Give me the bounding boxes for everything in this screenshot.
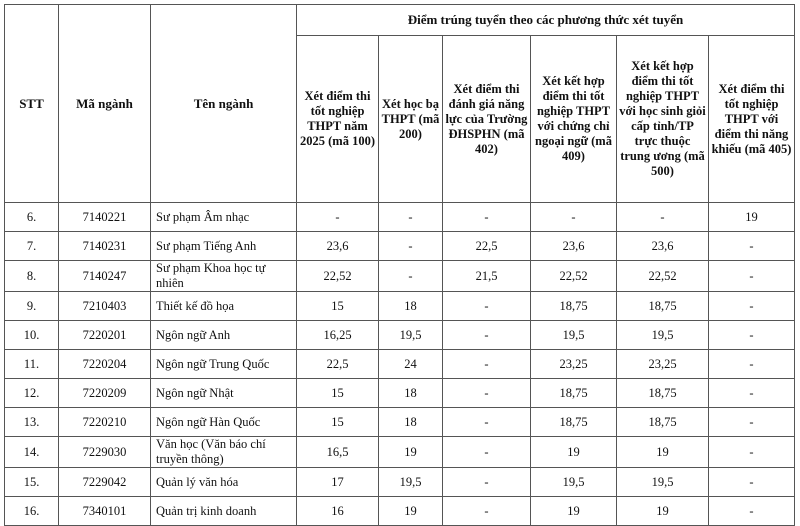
header-method-200: Xét học bạ THPT (mã 200) <box>379 36 443 203</box>
score-405-cell: - <box>709 261 795 292</box>
score-100-cell: 22,52 <box>297 261 379 292</box>
major-code-cell: 7229042 <box>59 468 151 497</box>
score-402-cell: - <box>443 497 531 526</box>
score-100-cell: 22,5 <box>297 350 379 379</box>
score-409-cell: 19 <box>531 437 617 468</box>
score-405-cell: - <box>709 350 795 379</box>
score-500-cell: 19 <box>617 497 709 526</box>
major-name-cell: Sư phạm Âm nhạc <box>151 203 297 232</box>
header-method-409: Xét kết hợp điểm thi tốt nghiệp THPT với chứng chỉ ngoại ngữ (mã 409) <box>531 36 617 203</box>
major-name-cell: Quản trị kinh doanh <box>151 497 297 526</box>
score-200-cell: - <box>379 232 443 261</box>
major-name-cell: Ngôn ngữ Anh <box>151 321 297 350</box>
score-405-cell: - <box>709 437 795 468</box>
header-method-group: Điểm trúng tuyển theo các phương thức xét tuyển <box>297 5 795 36</box>
header-stt: STT <box>5 5 59 203</box>
score-100-cell: 17 <box>297 468 379 497</box>
score-100-cell: 15 <box>297 408 379 437</box>
score-402-cell: 22,5 <box>443 232 531 261</box>
score-100-cell: 16,25 <box>297 321 379 350</box>
stt-cell: 9. <box>5 292 59 321</box>
major-code-cell: 7229030 <box>59 437 151 468</box>
score-500-cell: 19 <box>617 437 709 468</box>
score-402-cell: - <box>443 350 531 379</box>
score-200-cell: 18 <box>379 379 443 408</box>
score-100-cell: 23,6 <box>297 232 379 261</box>
admission-score-table-container <box>4 4 795 526</box>
table-row <box>5 350 795 379</box>
score-402-cell: - <box>443 321 531 350</box>
score-409-cell: 19,5 <box>531 468 617 497</box>
score-409-cell: 23,6 <box>531 232 617 261</box>
table-row <box>5 468 795 497</box>
table-row <box>5 437 795 468</box>
major-name-cell: Sư phạm Tiếng Anh <box>151 232 297 261</box>
header-code: Mã ngành <box>59 5 151 203</box>
score-409-cell: - <box>531 203 617 232</box>
score-405-cell: - <box>709 408 795 437</box>
admission-score-table <box>4 4 795 526</box>
score-405-cell: - <box>709 321 795 350</box>
major-code-cell: 7140247 <box>59 261 151 292</box>
header-method-500: Xét kết hợp điểm thi tốt nghiệp THPT với học sinh giỏi cấp tỉnh/TP trực thuộc trung ương (mã 500) <box>617 36 709 203</box>
score-200-cell: - <box>379 203 443 232</box>
score-500-cell: 23,25 <box>617 350 709 379</box>
table-row <box>5 497 795 526</box>
stt-cell: 8. <box>5 261 59 292</box>
major-name-cell: Thiết kế đồ họa <box>151 292 297 321</box>
score-200-cell: 18 <box>379 292 443 321</box>
stt-cell: 12. <box>5 379 59 408</box>
stt-cell: 7. <box>5 232 59 261</box>
major-code-cell: 7220210 <box>59 408 151 437</box>
score-100-cell: 15 <box>297 292 379 321</box>
score-405-cell: - <box>709 379 795 408</box>
stt-cell: 11. <box>5 350 59 379</box>
major-code-cell: 7210403 <box>59 292 151 321</box>
major-code-cell: 7340101 <box>59 497 151 526</box>
stt-cell: 15. <box>5 468 59 497</box>
major-code-cell: 7140231 <box>59 232 151 261</box>
score-100-cell: - <box>297 203 379 232</box>
major-code-cell: 7220209 <box>59 379 151 408</box>
score-500-cell: - <box>617 203 709 232</box>
stt-cell: 10. <box>5 321 59 350</box>
score-100-cell: 16 <box>297 497 379 526</box>
major-name-cell: Ngôn ngữ Nhật <box>151 379 297 408</box>
score-402-cell: - <box>443 437 531 468</box>
score-402-cell: - <box>443 292 531 321</box>
score-409-cell: 18,75 <box>531 408 617 437</box>
table-row <box>5 408 795 437</box>
score-402-cell: - <box>443 468 531 497</box>
score-405-cell: - <box>709 497 795 526</box>
major-name-cell: Ngôn ngữ Hàn Quốc <box>151 408 297 437</box>
score-409-cell: 18,75 <box>531 292 617 321</box>
score-100-cell: 16,5 <box>297 437 379 468</box>
table-body <box>5 203 795 526</box>
major-code-cell: 7220201 <box>59 321 151 350</box>
header-method-405: Xét điểm thi tốt nghiệp THPT với điểm thi năng khiếu (mã 405) <box>709 36 795 203</box>
table-row <box>5 292 795 321</box>
table-row <box>5 261 795 292</box>
score-100-cell: 15 <box>297 379 379 408</box>
stt-cell: 16. <box>5 497 59 526</box>
stt-cell: 14. <box>5 437 59 468</box>
major-name-cell: Văn học (Văn báo chí truyền thông) <box>151 437 297 468</box>
stt-cell: 6. <box>5 203 59 232</box>
score-402-cell: 21,5 <box>443 261 531 292</box>
header-method-100: Xét điểm thi tốt nghiệp THPT năm 2025 (mã 100) <box>297 36 379 203</box>
major-code-cell: 7220204 <box>59 350 151 379</box>
score-500-cell: 22,52 <box>617 261 709 292</box>
score-200-cell: 24 <box>379 350 443 379</box>
table-row <box>5 321 795 350</box>
header-name: Tên ngành <box>151 5 297 203</box>
score-500-cell: 18,75 <box>617 408 709 437</box>
major-name-cell: Sư phạm Khoa học tự nhiên <box>151 261 297 292</box>
major-name-cell: Ngôn ngữ Trung Quốc <box>151 350 297 379</box>
major-name-cell: Quản lý văn hóa <box>151 468 297 497</box>
header-method-402: Xét điểm thi đánh giá năng lực của Trường ĐHSPHN (mã 402) <box>443 36 531 203</box>
score-200-cell: 19 <box>379 437 443 468</box>
table-row <box>5 232 795 261</box>
score-409-cell: 23,25 <box>531 350 617 379</box>
score-402-cell: - <box>443 203 531 232</box>
stt-cell: 13. <box>5 408 59 437</box>
score-409-cell: 18,75 <box>531 379 617 408</box>
score-405-cell: - <box>709 468 795 497</box>
score-402-cell: - <box>443 379 531 408</box>
score-409-cell: 19,5 <box>531 321 617 350</box>
score-200-cell: 19 <box>379 497 443 526</box>
major-code-cell: 7140221 <box>59 203 151 232</box>
score-500-cell: 18,75 <box>617 292 709 321</box>
score-500-cell: 19,5 <box>617 321 709 350</box>
score-200-cell: 19,5 <box>379 321 443 350</box>
table-row <box>5 203 795 232</box>
table-row <box>5 379 795 408</box>
score-200-cell: 19,5 <box>379 468 443 497</box>
score-405-cell: 19 <box>709 203 795 232</box>
score-409-cell: 22,52 <box>531 261 617 292</box>
score-405-cell: - <box>709 232 795 261</box>
score-500-cell: 23,6 <box>617 232 709 261</box>
score-409-cell: 19 <box>531 497 617 526</box>
score-500-cell: 19,5 <box>617 468 709 497</box>
score-200-cell: 18 <box>379 408 443 437</box>
score-405-cell: - <box>709 292 795 321</box>
score-500-cell: 18,75 <box>617 379 709 408</box>
score-402-cell: - <box>443 408 531 437</box>
score-200-cell: - <box>379 261 443 292</box>
